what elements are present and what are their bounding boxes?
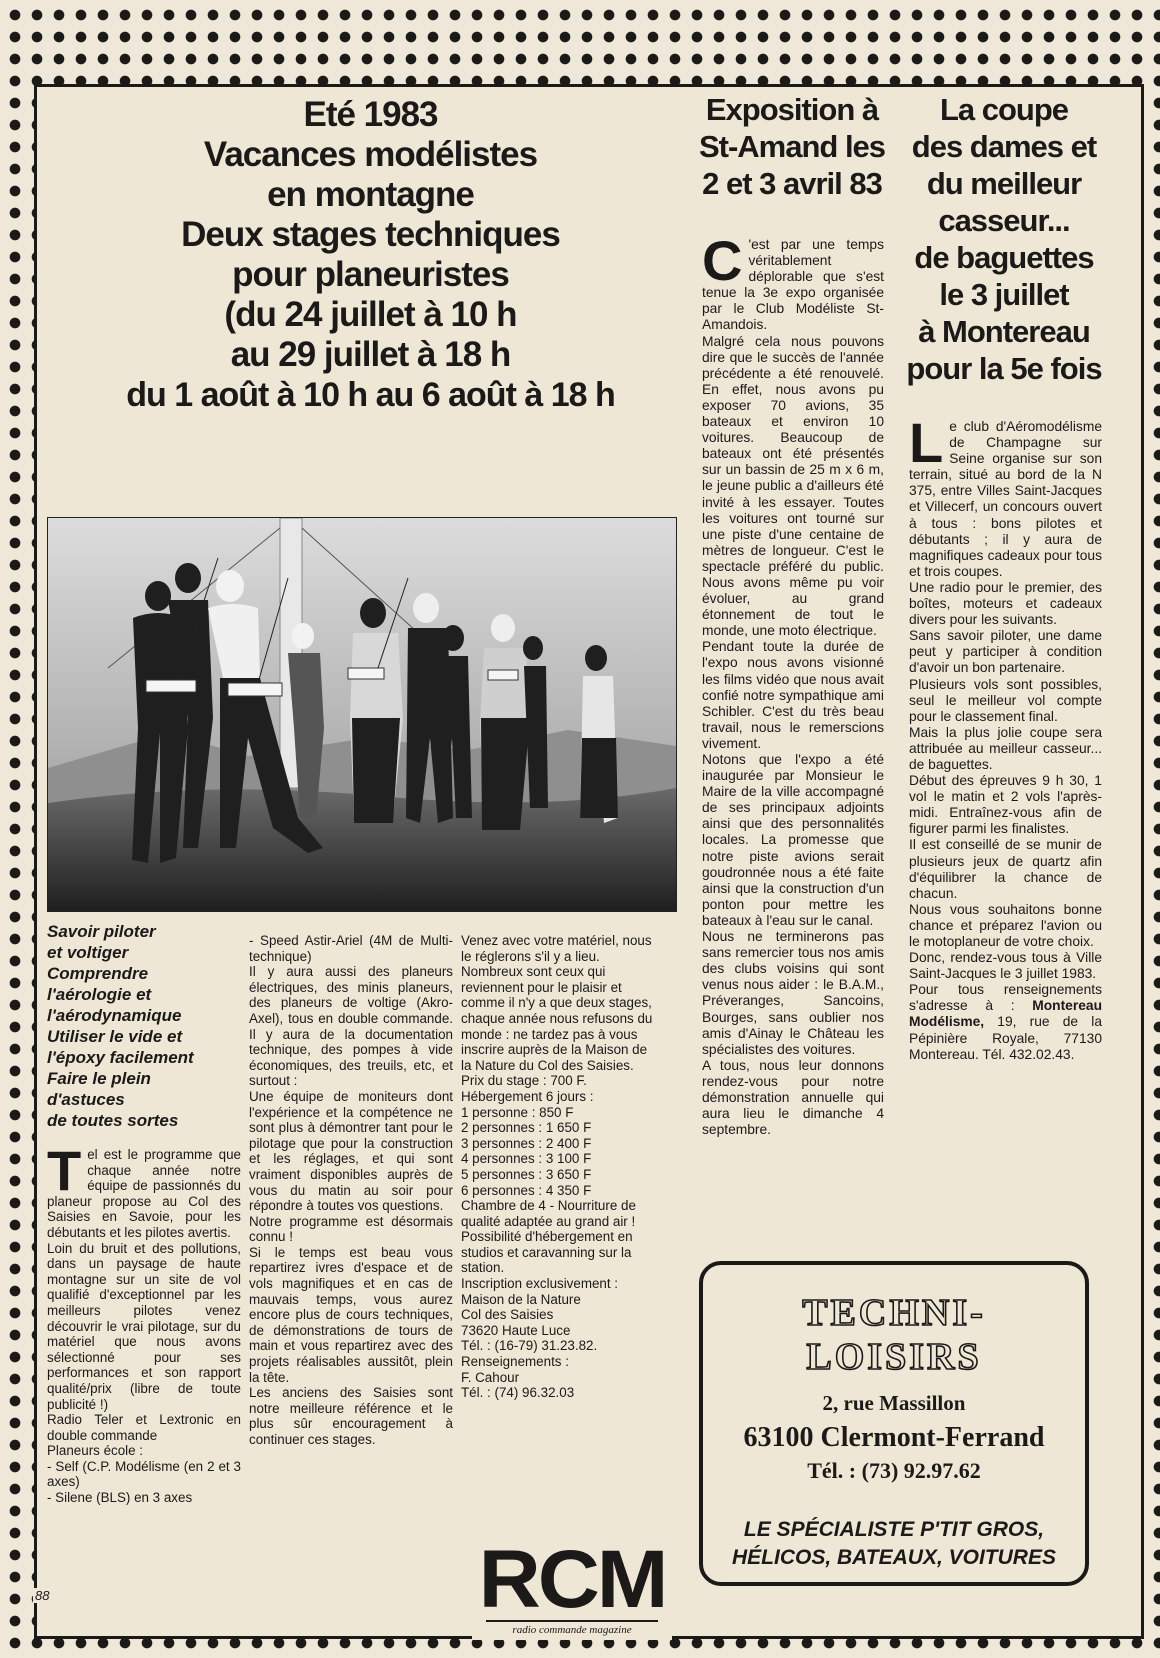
rcm-logo: [472, 1534, 672, 1640]
contact-line: Inscription exclusivement :: [461, 1276, 619, 1292]
expo-headline: [692, 91, 892, 202]
headline-line: en montagne: [267, 175, 474, 214]
ad-tagline: LE SPÉCIALISTE P'TIT GROS,: [743, 1518, 1045, 1541]
intro-line: Comprendre: [47, 964, 149, 983]
paragraph: Les anciens des Saisies sont notre meilleure référence et le plus sûr encouragement à continuer ces stages.: [249, 1385, 453, 1447]
headline-line: du 1 août à 10 h au 6 août à 18 h: [126, 376, 615, 414]
paragraph: Sans savoir piloter, une dame peut y participer à condition d'avoir un bon partenaire.: [909, 628, 1102, 676]
paragraph: [702, 229, 884, 334]
contact-line: Maison de la Nature: [461, 1291, 581, 1307]
headline-line: pour planeuristes: [232, 255, 509, 294]
paragraph: Pendant toute la durée de l'expo nous avons visionné les films vidéo que nous avait confié notre sympathique ami Schibler. C'est du très beau travail, nous le remerscions vivement.: [702, 639, 884, 751]
headline-line: casseur...: [938, 203, 1070, 238]
ad-phone-line: Tél. : (73) 92.97.62: [807, 1458, 981, 1483]
paragraph: [909, 411, 1102, 580]
price-line: 2 personnes : 1 650 F: [461, 1120, 592, 1136]
headline-line: Eté 1983: [303, 95, 438, 134]
contact-line: Tél. : (16-79) 31.23.82.: [461, 1338, 598, 1354]
paragraph: Possibilité d'hébergement en studios et caravanning sur la station.: [461, 1229, 633, 1276]
price-line: 3 personnes : 2 400 F: [461, 1135, 592, 1151]
paragraph: Plusieurs vols sont possibles, seul le meilleur vol compte pour le classement final.: [909, 676, 1102, 724]
paragraph: Nombreux sont ceux qui reviennent pour le plaisir et comme il n'y a que deux stages, chaque année nous refusons du monde : ne tardez pas à vous inscrire auprès de la Maison de la Nature du Col des Saisies.: [461, 964, 653, 1073]
paragraph: Notons que l'expo a été inaugurée par Monsieur le Maire de la ville accompagné de ses principaux adjoints ainsi que des personnalités locales. La promesse que notre piste avions serait goudronnée nous a été faite ainsi que la construction d'un ponton pour mettre les bateaux à l'eau sur le canal.: [702, 752, 884, 928]
lead-text: 'est par une temps véritablement déplorable que s'est tenue la 3e expo organisée par le Club Modéliste St-Amandois.: [702, 237, 884, 333]
headline-line: La coupe: [939, 92, 1069, 127]
ad-address-line: 2, rue Massillon: [822, 1391, 966, 1415]
intro-line: l'aérologie et: [47, 985, 152, 1004]
price-line: 5 personnes : 3 650 F: [461, 1166, 592, 1182]
techni-loisirs-ad: [699, 1261, 1089, 1586]
intro-line: d'astuces: [47, 1090, 125, 1109]
paragraph: Nous ne terminerons pas sans remercier tous nos amis des clubs voisins qui sont venus nous aider : le B.A.M., Préveranges, Sancoins, Bourges, sans oublier nos amis d'Ainay le Château les spécialistes des voitures.: [702, 929, 884, 1057]
paragraph: Si le temps est beau vous repartirez ivres d'espace et de vols magnifiques et en cas de mauvais temps, vous aurez encore plus de cours techniques, de démonstrations de tours de main et vous repartirez avec des projets réalisables aussitôt, plein la tête.: [249, 1244, 453, 1385]
dropcap: T: [47, 1139, 82, 1202]
contact-line: 73620 Haute Luce: [461, 1322, 571, 1338]
lead-text: el est le programme que chaque année notre équipe de passionnés du planeur propose au Col des Saisies en Savoie, pour les débutants et les pilotes avertis.: [47, 1147, 241, 1240]
coupe-body: [909, 411, 1102, 1063]
paragraph: Notre programme est désormais connu !: [249, 1213, 453, 1245]
dropcap: L: [909, 411, 944, 474]
headline-line: Exposition à: [705, 92, 879, 127]
headline-line: St-Amand les: [698, 129, 886, 164]
price-line: 1 personne : 850 F: [461, 1104, 574, 1120]
main-column-1: [47, 1139, 241, 1506]
contact-line: Col des Saisies: [461, 1307, 554, 1323]
price-line: 6 personnes : 4 350 F: [461, 1182, 592, 1198]
headline-line: à Montereau: [918, 314, 1090, 349]
dropcap: C: [702, 229, 743, 292]
coupe-headline: [899, 91, 1109, 387]
contact-line: F. Cahour: [461, 1369, 520, 1385]
paragraph: [909, 982, 1102, 1062]
intro-line: Faire le plein: [47, 1069, 151, 1088]
article-panel: [34, 84, 1144, 1639]
paragraph: Début des épreuves 9 h 30, 1 vol le matin et 2 vols l'après-midi. Entraînez-vous afin de figurer parmi les finalistes.: [909, 773, 1102, 837]
paragraph: Une équipe de moniteurs dont l'expérience et la compétence ne sont plus à démontrer tant pour le pilotage que pour la construction et les réglages, et qui sont vraiment disponibles auprès de vous du matin au soir pour répondre à toutes vos questions.: [249, 1088, 453, 1214]
paragraph: Malgré cela nous pouvons dire que le succès de l'année précédente a été renouvelé. En effet, nous avons pu exposer 70 avions, 35 bateaux et environ 10 voitures. Beaucoup de bateaux ont été présentés sur un bassin de 25 m x 6 m, le jeune public a d'ailleurs été invité à les essayer. Toutes les voitures ont tourné sur une piste d'une centaine de mètres de longueur. C'est le spectacle préféré du public. Nous avons même pu voir évoluer, au grand étonnement de tout le monde, une moto électrique.: [702, 333, 884, 639]
techni-loisirs-logo: TECHNI-LOISIRS: [802, 1292, 986, 1378]
intro-line: l'époxy facilement: [47, 1048, 194, 1067]
headline-line: des dames et: [911, 129, 1097, 164]
paragraph: Une radio pour le premier, des boîtes, moteurs et cadeaux divers pour les suivants.: [909, 579, 1102, 628]
paragraph: - Silene (BLS) en 3 axes: [47, 1490, 193, 1506]
contact-line: Tél. : (74) 96.32.03: [461, 1385, 575, 1401]
intro-line: de toutes sortes: [47, 1111, 179, 1130]
headline-line: au 29 juillet à 18 h: [230, 335, 511, 374]
paragraph: Prix du stage : 700 F.: [461, 1073, 587, 1089]
main-column-3: [461, 933, 657, 1401]
paragraph: Planeurs école :: [47, 1443, 144, 1459]
contact-line: Renseignements :: [461, 1354, 569, 1370]
headline-line: Deux stages techniques: [181, 215, 560, 254]
paragraph: Loin du bruit et des pollutions, dans un paysage de haute montagne sur un site de vol qualifié d'exceptionnel par les meilleurs pilotes venez découvrir le vrai pilotage, sur du matériel que nous avons sélectionné pour ses performances et son rapport qualité/prix (libre de toute publicité !): [47, 1240, 241, 1412]
paragraph: - Self (C.P. Modélisme (en 2 et 3 axes): [47, 1458, 241, 1490]
headline-line: de baguettes: [914, 240, 1094, 275]
main-column-2: [249, 933, 453, 1448]
paragraph: Il y aura aussi des planeurs électriques, des minis planeurs, des planeurs de voltige (Akro-Axel), tous en double commande. Il y aura de la documentation technique, des pompes à vide économiques, des treuils, etc, et surtout :: [249, 964, 453, 1089]
headline-line: pour la 5e fois: [906, 351, 1102, 386]
headline-line: Vacances modélistes: [203, 135, 538, 174]
paragraph: Donc, rendez-vous tous à Ville Saint-Jacques le 3 juillet 1983.: [909, 950, 1102, 982]
main-intro: [47, 921, 237, 1131]
paragraph: Mais la plus jolie coupe sera attribuée au meilleur casseur... de baguettes.: [909, 724, 1102, 772]
paragraph: - Speed Astir-Ariel (4M de Multi-technique): [249, 933, 453, 964]
expo-body: [702, 229, 884, 1138]
paragraph: Venez avec votre matériel, nous le réglerons s'il y a lieu.: [461, 933, 652, 964]
paragraph: Hébergement 6 jours :: [461, 1088, 594, 1104]
headline-line: du meilleur: [926, 166, 1082, 201]
headline-line: le 3 juillet: [939, 277, 1069, 312]
headline-line: 2 et 3 avril 83: [702, 166, 882, 201]
price-line: 4 personnes : 3 100 F: [461, 1151, 592, 1167]
intro-line: Utiliser le vide et: [47, 1027, 183, 1046]
paragraph: A tous, nous leur donnons rendez-vous pour notre démonstration annuelle qui aura lieu le dimanche 4 septembre.: [702, 1057, 884, 1138]
ad-city-line: 63100 Clermont-Ferrand: [743, 1422, 1045, 1453]
paragraph: Il est conseillé de se munir de plusieurs jeux de quartz afin d'équilibrer la chance de chacun.: [909, 837, 1102, 901]
main-headline: [43, 95, 698, 415]
intro-line: l'aérodynamique: [47, 1006, 182, 1025]
intro-line: et voltiger: [47, 943, 129, 962]
lead-text: e club d'Aéromodélisme de Champagne sur Seine organise sur son terrain, situé au bord de la N 375, entre Villes Saint-Jacques et Villecerf, un concours ouvert à tous : bons pilotes et débutants ; il y aura de magnifiques cadeaux pour tous et trois coupes.: [909, 419, 1102, 579]
paragraph: Nous vous souhaitons bonne chance et préparez l'avion ou le motoplaneur de votre choix.: [909, 901, 1102, 949]
paragraph: Chambre de 4 - Nourriture de qualité adaptée au grand air !: [461, 1198, 636, 1229]
rcm-logo-subtitle: radio commande magazine: [486, 1620, 658, 1636]
rcm-logo-letters: RCM: [478, 1534, 666, 1625]
intro-line: Savoir piloter: [47, 922, 156, 941]
contact-name: Montereau Modélisme,: [909, 998, 1102, 1030]
page-number: 88: [35, 1588, 50, 1603]
pilots-photo: [47, 517, 677, 912]
ad-tagline: HÉLICOS, BATEAUX, VOITURES: [732, 1546, 1056, 1569]
paragraph: [47, 1139, 241, 1241]
contact-text: Pour tous renseignements s'adresse à :: [909, 982, 1102, 1014]
paragraph: Radio Teler et Lextronic en double commande: [47, 1412, 241, 1443]
headline-line: (du 24 juillet à 10 h: [224, 295, 517, 334]
pilots-photo-image: [48, 518, 676, 911]
contact-address: 19, rue de la Pépinière Royale, 77130 Montereau. Tél. 432.02.43.: [909, 1014, 1102, 1062]
